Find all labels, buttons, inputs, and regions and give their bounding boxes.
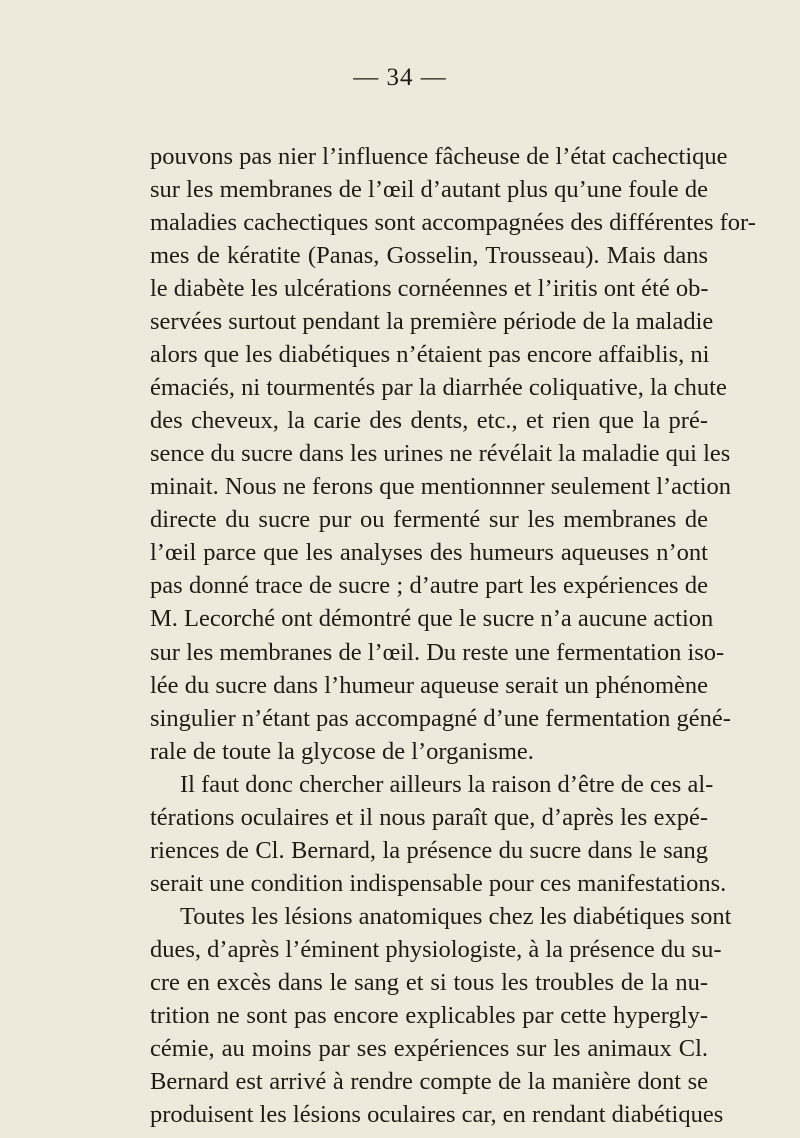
page-number: — 34 — <box>353 64 447 91</box>
text-line: servées surtout pendant la première période de la maladie <box>150 308 714 335</box>
text-line: Bernard est arrivé à rendre compte de la manière dont se <box>150 1068 708 1095</box>
text-line: directe du sucre pur ou fermenté sur les membranes de <box>150 506 708 533</box>
text-line: pouvons pas nier l’influence fâcheuse de l’état cachectique <box>150 143 728 170</box>
text-line: cre en excès dans le sang et si tous les troubles de la nu- <box>150 969 708 996</box>
text-line: minait. Nous ne ferons que mentionnner seulement l’action <box>150 473 732 500</box>
text-line: mes de kératite (Panas, Gosselin, Trousseau). Mais dans <box>150 242 708 269</box>
text-line: rale de toute la glycose de l’organisme. <box>150 738 534 765</box>
text-line: lée du sucre dans l’humeur aqueuse serait un phénomène <box>150 672 708 699</box>
text-line: cémie, au moins par ses expériences sur les animaux Cl. <box>150 1035 708 1062</box>
text-line: sence du sucre dans les urines ne révélait la maladie qui les <box>150 440 731 467</box>
text-line: produisent les lésions oculaires car, en rendant diabétiques <box>150 1101 724 1128</box>
text-line: serait une condition indispensable pour ces manifestations. <box>150 870 727 897</box>
paragraph-start-line: Il faut donc chercher ailleurs la raison d’être de ces al- <box>180 771 714 798</box>
text-line: le diabète les ulcérations cornéennes et l’iritis ont été ob- <box>150 275 709 302</box>
text-line: riences de Cl. Bernard, la présence du sucre dans le sang <box>150 837 708 864</box>
text-line: sur les membranes de l’œil. Du reste une fermentation iso- <box>150 639 725 666</box>
text-line: l’œil parce que les analyses des humeurs aqueuses n’ont <box>150 539 708 566</box>
text-line: M. Lecorché ont démontré que le sucre n’a aucune action <box>150 605 714 632</box>
text-line: sur les membranes de l’œil d’autant plus qu’une foule de <box>150 176 708 203</box>
paragraph-start-line: Toutes les lésions anatomiques chez les diabétiques sont <box>180 903 732 930</box>
text-line: pas donné trace de sucre ; d’autre part les expériences de <box>150 572 708 599</box>
text-line: alors que les diabétiques n’étaient pas encore affaiblis, ni <box>150 341 710 368</box>
text-line: térations oculaires et il nous paraît que, d’après les expé- <box>150 804 708 831</box>
text-line: singulier n’étant pas accompagné d’une fermentation géné- <box>150 705 731 732</box>
text-line: des cheveux, la carie des dents, etc., et rien que la pré- <box>150 407 708 434</box>
text-line: maladies cachectiques sont accompagnées des différentes for- <box>150 209 756 236</box>
text-line: trition ne sont pas encore explicables par cette hypergly- <box>150 1002 708 1029</box>
text-line: émaciés, ni tourmentés par la diarrhée coliquative, la chute <box>150 374 727 401</box>
text-line: dues, d’après l’éminent physiologiste, à la présence du su- <box>150 936 722 963</box>
